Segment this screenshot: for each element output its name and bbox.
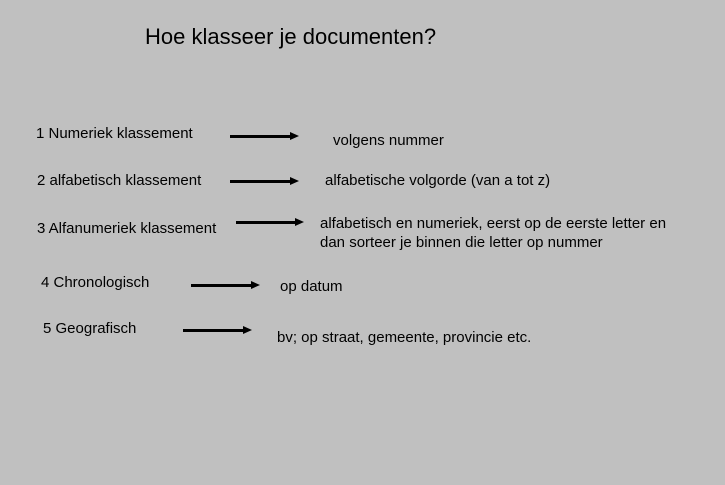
arrow-right-icon	[236, 221, 296, 224]
row-description-numeriek: volgens nummer	[333, 132, 444, 149]
slide-title: Hoe klasseer je documenten?	[145, 24, 437, 49]
row-label-alfabetisch: 2 alfabetisch klassement	[37, 172, 202, 189]
row-description-alfanumeriek	[320, 214, 666, 252]
arrow-right-icon	[191, 284, 252, 287]
row-label-numeriek: 1 Numeriek klassement	[36, 125, 193, 142]
row-description-chronologisch: op datum	[280, 278, 343, 295]
arrow-right-icon	[230, 135, 291, 138]
row-label-chronologisch: 4 Chronologisch	[41, 274, 150, 291]
description-line: dan sorteer je binnen die letter op nummer	[320, 234, 603, 251]
arrow-right-icon	[230, 180, 291, 183]
row-description-alfabetisch: alfabetische volgorde (van a tot z)	[325, 172, 551, 189]
description-line: alfabetisch en numeriek, eerst op de eerste letter en	[320, 215, 667, 232]
row-description-geografisch: bv; op straat, gemeente, provincie etc.	[277, 329, 532, 346]
row-label-alfanumeriek: 3 Alfanumeriek klassement	[37, 220, 217, 237]
arrow-right-icon	[183, 329, 244, 332]
row-label-geografisch: 5 Geografisch	[43, 320, 137, 337]
